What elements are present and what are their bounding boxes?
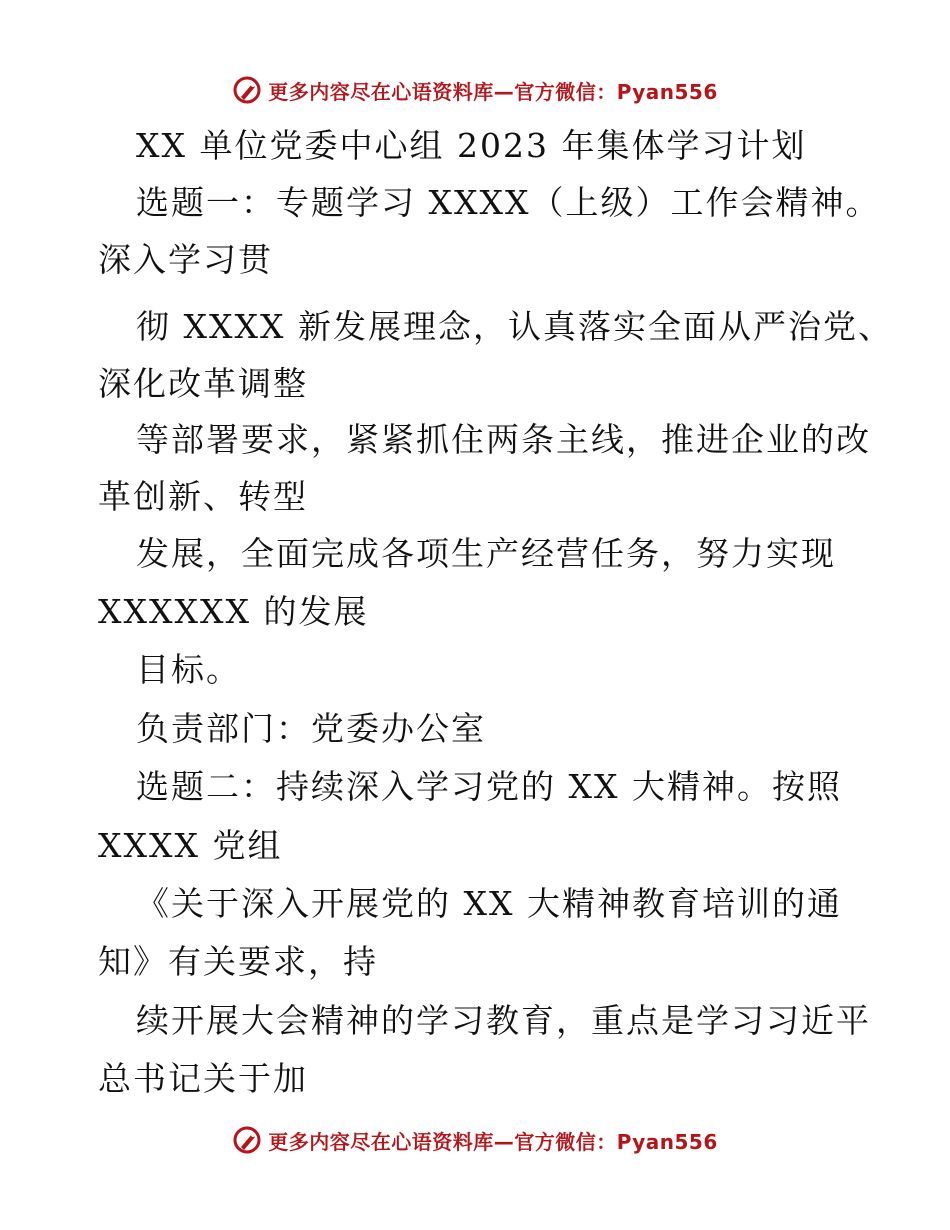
paragraph-line: 革创新、转型 bbox=[98, 477, 308, 516]
header-banner-text: 更多内容尽在心语资料库—官方微信：Pyan556 bbox=[268, 79, 718, 104]
paragraph-line: XXXX 党组 bbox=[98, 826, 283, 865]
paragraph-line: 选题二：持续深入学习党的 XX 大精神。按照 bbox=[136, 767, 842, 806]
paragraph-line: 彻 XXXX 新发展理念，认真落实全面从严治党、 bbox=[136, 307, 893, 346]
paragraph-line: 深入学习贯 bbox=[98, 240, 273, 279]
footer-banner-text: 更多内容尽在心语资料库—官方微信：Pyan556 bbox=[268, 1129, 718, 1154]
document-title: XX 单位党委中心组 2023 年集体学习计划 bbox=[136, 126, 807, 165]
paragraph-line: 选题一：专题学习 XXXX（上级）工作会精神。 bbox=[136, 183, 881, 222]
footer-banner bbox=[0, 1120, 950, 1160]
paragraph-line: XXXXXX 的发展 bbox=[98, 592, 369, 631]
header-banner bbox=[0, 70, 950, 110]
paragraph-line: 知》有关要求，持 bbox=[98, 942, 378, 981]
paragraph-line: 等部署要求，紧紧抓住两条主线，推进企业的改 bbox=[136, 420, 871, 459]
pen-circle-logo-icon bbox=[232, 75, 262, 105]
paragraph-line: 深化改革调整 bbox=[98, 364, 308, 403]
paragraph-line: 目标。 bbox=[136, 650, 241, 689]
responsible-department-line: 负责部门：党委办公室 bbox=[136, 709, 486, 748]
paragraph-line: 续开展大会精神的学习教育，重点是学习习近平 bbox=[136, 1001, 871, 1040]
paragraph-line: 《关于深入开展党的 XX 大精神教育培训的通 bbox=[136, 884, 842, 923]
pen-circle-logo-icon bbox=[232, 1125, 262, 1155]
paragraph-line: 发展，全面完成各项生产经营任务，努力实现 bbox=[136, 534, 836, 573]
paragraph-line: 总书记关于加 bbox=[98, 1059, 308, 1098]
